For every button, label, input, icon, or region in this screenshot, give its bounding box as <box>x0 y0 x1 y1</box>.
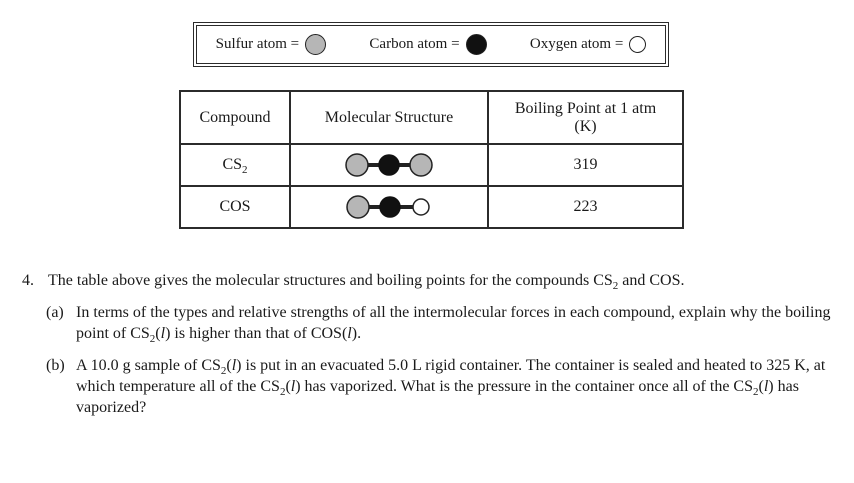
header-compound: Compound <box>180 91 290 144</box>
header-bp-line2: (K) <box>574 117 597 135</box>
oxygen-label: Oxygen atom = <box>529 36 624 52</box>
compound-table <box>179 90 684 229</box>
legend-sulfur <box>216 34 326 55</box>
header-boiling-point <box>488 91 683 144</box>
sulfur-label: Sulfur atom = <box>215 36 300 52</box>
oxygen-atom-icon <box>629 36 646 53</box>
question-block <box>22 270 848 418</box>
cs2-molecule-icon <box>343 152 435 178</box>
compound-cell <box>180 144 290 186</box>
header-bp-line1: Boiling Point at 1 atm <box>514 99 657 117</box>
boiling-point-cell: 319 <box>488 144 683 186</box>
legend-oxygen <box>530 36 646 53</box>
question-intro <box>22 270 848 291</box>
boiling-point-cell: 223 <box>488 186 683 228</box>
compound-formula: CS <box>222 156 243 173</box>
formula-subscript: 2 <box>242 164 248 177</box>
carbon-label: Carbon atom = <box>369 36 460 52</box>
part-a-label: (a) <box>46 304 64 321</box>
table-row <box>180 144 683 186</box>
compound-cell <box>180 186 290 228</box>
structure-cell <box>290 186 488 228</box>
part-a <box>22 302 848 344</box>
cos-molecule-icon <box>344 194 434 220</box>
carbon-atom-icon <box>466 34 487 55</box>
table-row <box>180 186 683 228</box>
sulfur-atom-icon <box>305 34 326 55</box>
question-number: 4. <box>22 272 34 289</box>
table-header-row <box>180 91 683 144</box>
part-b <box>22 355 848 418</box>
question-intro-text: The table above gives the molecular structures and boiling points for the compounds $CS_2$ and COS. <box>48 272 685 293</box>
header-structure: Molecular Structure <box>290 91 488 144</box>
structure-cell <box>290 144 488 186</box>
part-a-text: In terms of the types and relative strengths of all the intermolecular forces in each compound, explain why the boiling point of $CS_2(l)$ is higher than that of COS(l). <box>76 304 831 346</box>
part-b-label: (b) <box>46 357 65 374</box>
part-b-text: A 10.0 g sample of $CS_2(l)$ is put in an evacuated 5.0 L rigid container. The container is sealed and heated to 325 K, at which temperature all of the $CS_2(l)$ has vaporized. What is the pressure in the container once all of the $CS_2(l)$ has vaporized? <box>76 357 826 416</box>
compound-formula: COS <box>219 198 251 215</box>
legend-carbon <box>369 34 486 55</box>
atom-legend <box>193 22 669 67</box>
